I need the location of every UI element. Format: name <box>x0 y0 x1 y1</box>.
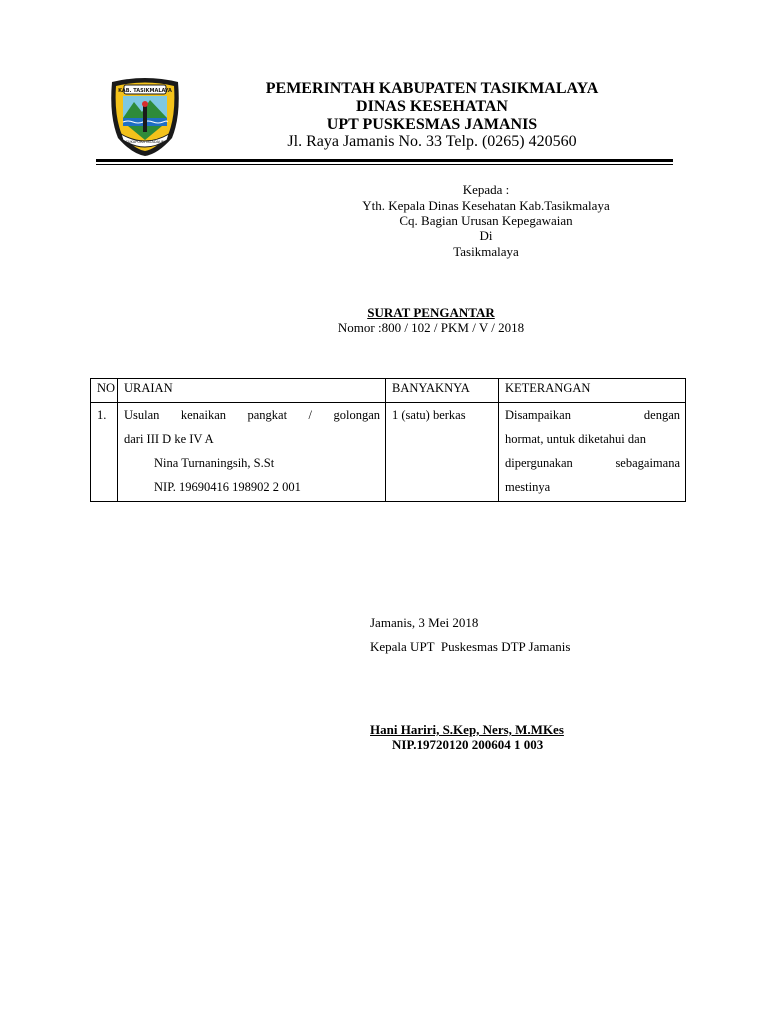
col-header-no: NO <box>91 379 118 403</box>
header-divider-thick <box>96 159 673 162</box>
col-header-uraian: URAIAN <box>118 379 386 403</box>
cell-keterangan <box>499 403 686 502</box>
logo-text-bottom: SUKAPURA NGADAUN <box>125 140 165 144</box>
header-address: Jl. Raya Jamanis No. 33 Telp. (0265) 420560 <box>287 133 577 150</box>
ket-line-4: mestinya <box>505 480 551 494</box>
cell-uraian <box>118 403 386 502</box>
addressee-line-1: Yth. Kepala Dinas Kesehatan Kab.Tasikmalaya <box>362 198 610 213</box>
addressee-line-3: Di <box>479 228 493 243</box>
signer-name: Hani Hariri, S.Kep, Ners, M.MKes <box>370 722 564 737</box>
sign-position: Kepala UPT Puskesmas DTP Jamanis <box>370 639 571 654</box>
header-line-3: UPT PUSKESMAS JAMANIS <box>326 116 538 133</box>
ket-line-3: dipergunakan sebagaimana <box>505 456 680 470</box>
col-header-keterangan: KETERANGAN <box>499 379 686 403</box>
header-line-1: PEMERINTAH KABUPATEN TASIKMALAYA <box>265 80 599 97</box>
letter-title: SURAT PENGANTAR <box>367 305 495 320</box>
letter-number: Nomor :800 / 102 / PKM / V / 2018 <box>337 320 525 335</box>
cell-banyaknya: 1 (satu) berkas <box>386 403 499 502</box>
ket-line-1: Disampaikan dengan <box>505 408 680 422</box>
uraian-line-1: Usulan kenaikan pangkat / golongan <box>124 408 380 422</box>
employee-name: Nina Turnaningsih, S.St <box>154 456 275 470</box>
addressee-line-2: Cq. Bagian Urusan Kepegawaian <box>399 213 573 228</box>
cell-no: 1. <box>91 403 118 502</box>
table-header-row <box>91 379 686 403</box>
table-row <box>91 403 686 502</box>
uraian-line-2: dari III D ke IV A <box>124 432 214 446</box>
col-header-banyaknya: BANYAKNYA <box>386 379 499 403</box>
signer-nip: NIP.19720120 200604 1 003 <box>392 737 544 752</box>
items-table <box>90 378 686 502</box>
sign-place-date: Jamanis, 3 Mei 2018 <box>370 615 479 630</box>
addressee-label: Kepada : <box>462 182 510 197</box>
addressee-line-4: Tasikmalaya <box>453 244 519 259</box>
logo-text-top: KAB. TASIKMALAYA <box>118 88 172 94</box>
header-line-2: DINAS KESEHATAN <box>356 98 508 115</box>
regency-logo <box>106 76 184 158</box>
employee-nip: NIP. 19690416 198902 2 001 <box>154 480 301 494</box>
header-divider-thin <box>96 164 673 165</box>
letter-title-wrap <box>196 305 666 321</box>
ket-line-2: hormat, untuk diketahui dan <box>505 432 646 446</box>
